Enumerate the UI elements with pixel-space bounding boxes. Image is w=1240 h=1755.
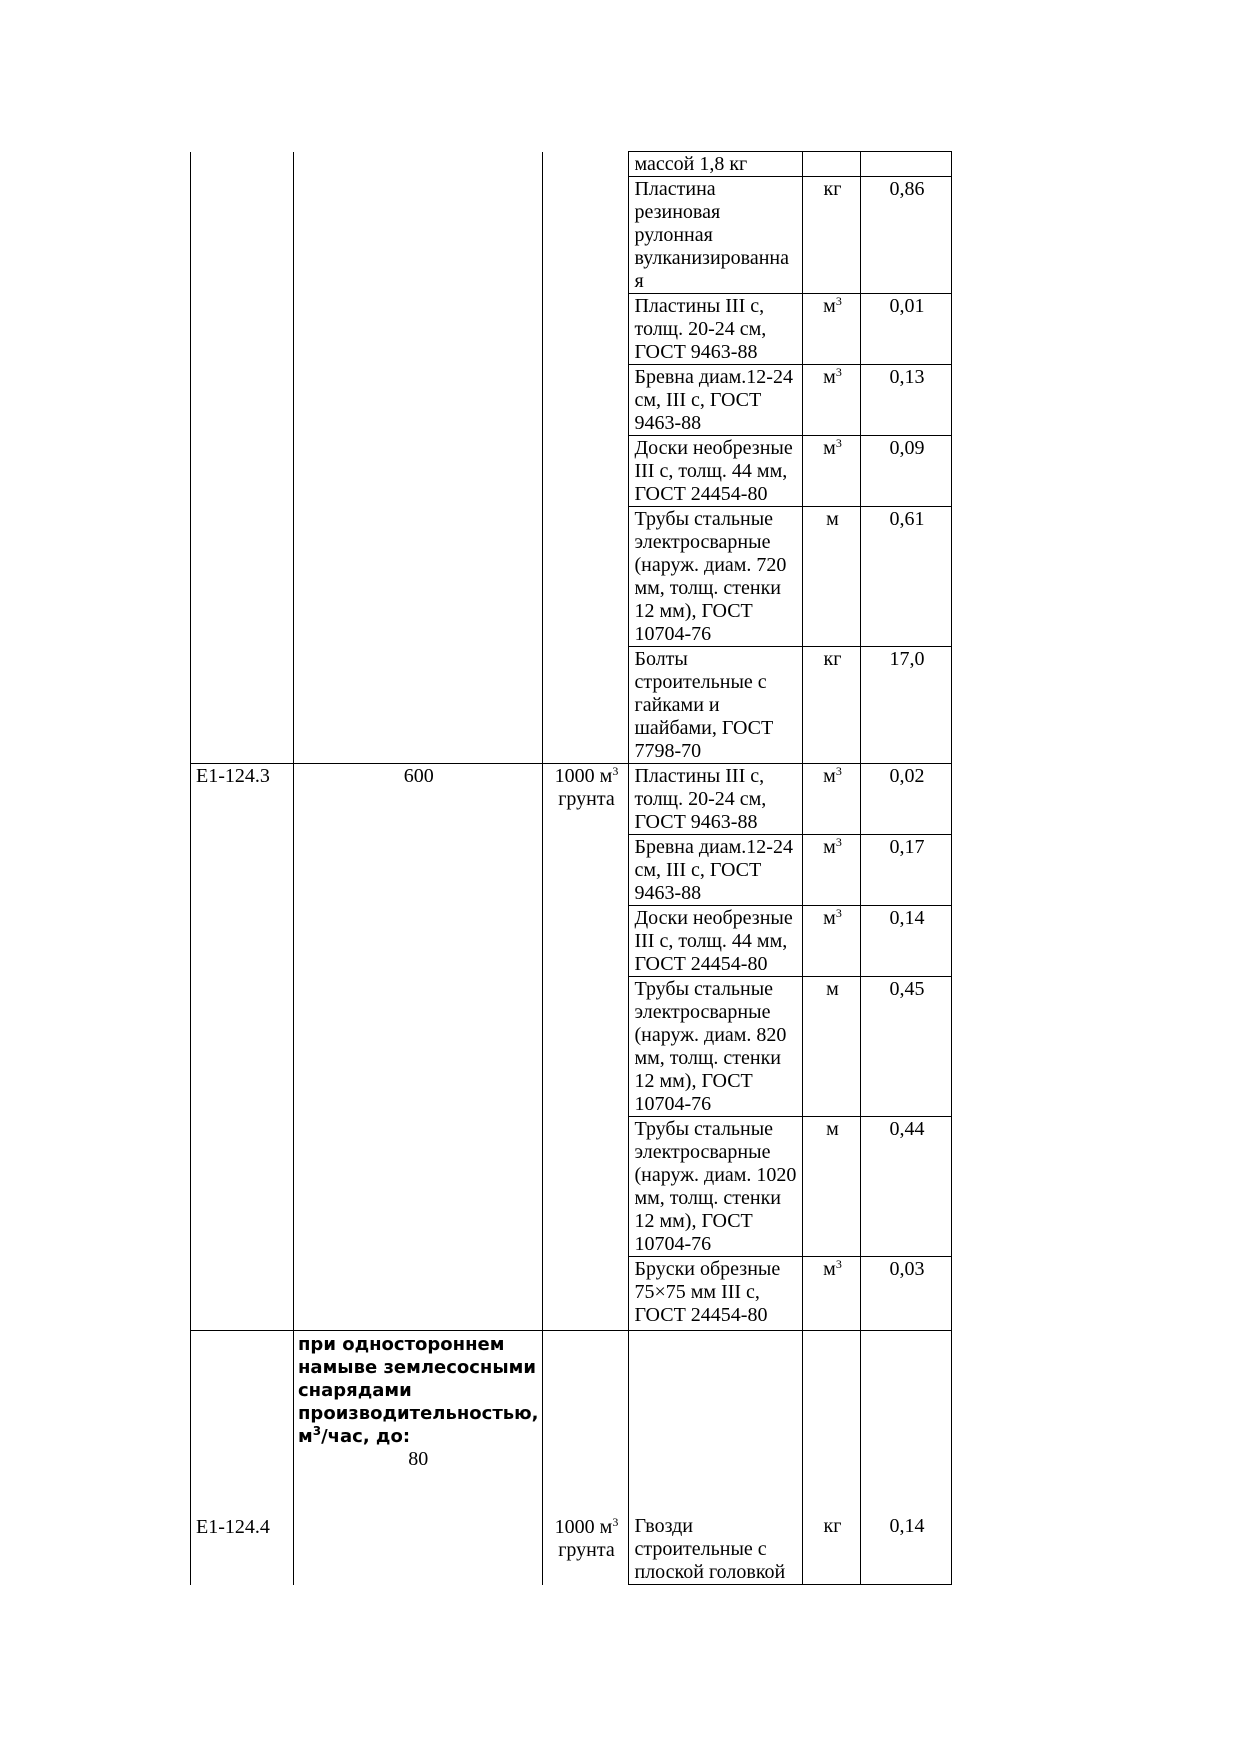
resource-name: Бревна диам.12-24 см, III с, ГОСТ 9463-88 bbox=[629, 365, 803, 436]
table-row bbox=[191, 977, 952, 1117]
resource-qty: 0,14 bbox=[861, 906, 952, 977]
norm-code: Е1-124.3 bbox=[191, 764, 294, 835]
resource-unit: $м^3$ bbox=[803, 764, 861, 835]
resource-name: Пластины III с, толщ. 20-24 см, ГОСТ 9463-88 bbox=[629, 294, 803, 365]
norm-param-cell bbox=[294, 1331, 543, 1585]
resource-name: массой 1,8 кг bbox=[629, 152, 803, 177]
resource-unit: $м^3$ bbox=[803, 1257, 861, 1331]
resource-unit: м bbox=[803, 1117, 861, 1257]
norms-table bbox=[190, 151, 952, 1585]
table-row bbox=[191, 1117, 952, 1257]
section-heading: при одностороннем намыве землесосными снарядами производительностью, $м^3$/час, до: bbox=[298, 1334, 539, 1447]
resource-unit bbox=[803, 152, 861, 177]
resource-qty: 0,14 bbox=[861, 1331, 952, 1585]
resource-name: Трубы стальные электросварные (наруж. диам. 720 мм, толщ. стенки 12 мм), ГОСТ 10704-76 bbox=[629, 507, 803, 647]
resource-name: Болты строительные с гайками и шайбами, ГОСТ 7798-70 bbox=[629, 647, 803, 764]
table-row bbox=[191, 436, 952, 507]
resource-qty: 0,45 bbox=[861, 977, 952, 1117]
norm-param: 600 bbox=[294, 764, 543, 835]
resource-name: Пластины III с, толщ. 20-24 см, ГОСТ 9463-88 bbox=[629, 764, 803, 835]
table-row bbox=[191, 1331, 952, 1585]
resource-unit: кг bbox=[803, 177, 861, 294]
resource-qty: 0,03 bbox=[861, 1257, 952, 1331]
resource-qty: 0,17 bbox=[861, 835, 952, 906]
resource-qty: 0,86 bbox=[861, 177, 952, 294]
resource-qty bbox=[861, 152, 952, 177]
resource-name: Трубы стальные электросварные (наруж. диам. 820 мм, толщ. стенки 12 мм), ГОСТ 10704-76 bbox=[629, 977, 803, 1117]
resource-qty: 0,13 bbox=[861, 365, 952, 436]
resource-unit: $м^3$ bbox=[803, 294, 861, 365]
resource-name: Трубы стальные электросварные (наруж. диам. 1020 мм, толщ. стенки 12 мм), ГОСТ 10704-76 bbox=[629, 1117, 803, 1257]
table-row bbox=[191, 507, 952, 647]
norm-unit: 1000 $м^3$ грунта bbox=[543, 764, 629, 835]
resource-unit: $м^3$ bbox=[803, 365, 861, 436]
resource-name: Бруски обрезные 75×75 мм III с, ГОСТ 24454-80 bbox=[629, 1257, 803, 1331]
resource-unit: $м^3$ bbox=[803, 436, 861, 507]
resource-name: Гвозди строительные с плоской головкой bbox=[629, 1331, 803, 1585]
resource-qty: 17,0 bbox=[861, 647, 952, 764]
resource-unit: $м^3$ bbox=[803, 906, 861, 977]
table-row bbox=[191, 1257, 952, 1331]
table-row bbox=[191, 906, 952, 977]
resource-name: Доски необрезные III с, толщ. 44 мм, ГОСТ 24454-80 bbox=[629, 906, 803, 977]
resource-unit: кг bbox=[803, 1331, 861, 1585]
table-row bbox=[191, 294, 952, 365]
resource-qty: 0,61 bbox=[861, 507, 952, 647]
norm-unit: 1000 $м^3$ грунта bbox=[543, 1331, 629, 1585]
table-row bbox=[191, 647, 952, 764]
norm-code: Е1-124.4 bbox=[191, 1331, 294, 1585]
resource-unit: $м^3$ bbox=[803, 835, 861, 906]
resource-unit: м bbox=[803, 507, 861, 647]
resource-qty: 0,02 bbox=[861, 764, 952, 835]
table-row bbox=[191, 152, 952, 177]
resource-name: Бревна диам.12-24 см, III с, ГОСТ 9463-88 bbox=[629, 835, 803, 906]
resource-unit: кг bbox=[803, 647, 861, 764]
resource-qty: 0,01 bbox=[861, 294, 952, 365]
resource-qty: 0,09 bbox=[861, 436, 952, 507]
resource-name: Пластина резиновая рулонная вулканизированна я bbox=[629, 177, 803, 294]
resource-qty: 0,44 bbox=[861, 1117, 952, 1257]
resource-name: Доски необрезные III с, толщ. 44 мм, ГОСТ 24454-80 bbox=[629, 436, 803, 507]
table-row bbox=[191, 365, 952, 436]
resource-unit: м bbox=[803, 977, 861, 1117]
norm-param: 80 bbox=[408, 1448, 429, 1470]
table-row bbox=[191, 177, 952, 294]
table-row bbox=[191, 764, 952, 835]
table-row bbox=[191, 835, 952, 906]
